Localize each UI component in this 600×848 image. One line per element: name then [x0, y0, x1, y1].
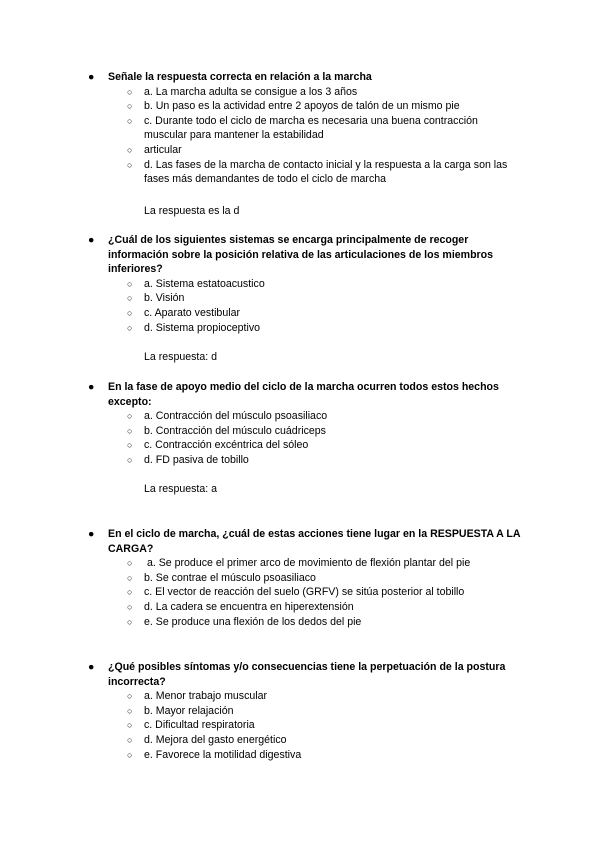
options-list [0, 689, 600, 762]
circle-bullet-icon: ○ [127, 144, 133, 155]
option-item: ○ d. Mejora del gasto energético [127, 733, 287, 746]
option-item: ○ e. Favorece la motilidad digestiva [127, 748, 302, 761]
option-item: ○ a. Contracción del músculo psoasiliaco [127, 410, 328, 423]
question-title: Señale la respuesta correcta en relación a la marcha [108, 71, 372, 83]
question-1 [0, 70, 600, 187]
circle-bullet-icon: ○ [127, 720, 133, 731]
bullet-icon: ● [88, 528, 95, 540]
option-item: ○ b. Contracción del músculo cuádriceps [127, 424, 326, 437]
option-item: ○ b. Un paso es la actividad entre 2 apoyos de talón de un mismo pie [127, 100, 460, 113]
circle-bullet-icon: ○ [127, 734, 133, 745]
option-item: ○ articular [127, 143, 182, 156]
option-item: ○ b. Visión [127, 292, 185, 305]
circle-bullet-icon: ○ [127, 587, 133, 598]
option-item: ○ a. Sistema estatoacustico [127, 277, 265, 290]
circle-bullet-icon: ○ [127, 293, 133, 304]
circle-bullet-icon: ○ [127, 616, 133, 627]
question-4 [0, 527, 600, 629]
circle-bullet-icon: ○ [127, 691, 133, 702]
answer-text: La respuesta es la d [144, 205, 240, 217]
circle-bullet-icon: ○ [127, 115, 133, 126]
question-title: En la fase de apoyo medio del ciclo de la marcha ocurren todos estos hechos excepto: [108, 381, 499, 408]
circle-bullet-icon: ○ [127, 307, 133, 318]
question-5 [0, 660, 600, 762]
option-item: ○ c. Contracción excéntrica del sóleo [127, 439, 309, 452]
circle-bullet-icon: ○ [127, 322, 133, 333]
option-item: ○ a. Se produce el primer arco de movimiento de flexión plantar del pie [127, 557, 471, 570]
option-item: ○ a. Menor trabajo muscular [127, 690, 268, 703]
circle-bullet-icon: ○ [127, 411, 133, 422]
options-list [0, 85, 600, 187]
circle-bullet-icon: ○ [127, 425, 133, 436]
options-list [0, 556, 600, 629]
answer-text: La respuesta: a [144, 483, 218, 495]
circle-bullet-icon: ○ [127, 558, 133, 569]
option-item: ○ a. La marcha adulta se consigue a los 3 años [127, 85, 358, 98]
options-list [0, 277, 600, 335]
option-item: ○ b. Mayor relajación [127, 704, 234, 717]
bullet-icon: ● [88, 381, 95, 393]
question-title: ¿Cuál de los siguientes sistemas se encarga principalmente de recoger información sobre la posición relativa de las articulaciones de los miembros inferiores? [108, 234, 494, 276]
circle-bullet-icon: ○ [127, 454, 133, 465]
question-2 [0, 233, 600, 335]
option-item: ○ c. Durante todo el ciclo de marcha es necesaria una buena contracción muscular para mantener la estabilidad [127, 114, 478, 142]
options-list [0, 409, 600, 467]
question-3 [0, 380, 600, 468]
circle-bullet-icon: ○ [127, 705, 133, 716]
bullet-icon: ● [88, 661, 95, 673]
option-item: ○ d. Las fases de la marcha de contacto inicial y la respuesta a la carga son las fases más demandantes de todo el ciclo de marcha [127, 158, 508, 186]
circle-bullet-icon: ○ [127, 601, 133, 612]
bullet-icon: ● [88, 71, 95, 83]
option-item: ○ b. Se contrae el músculo psoasiliaco [127, 571, 316, 584]
option-item: ○ c. Dificultad respiratoria [127, 719, 255, 732]
circle-bullet-icon: ○ [127, 749, 133, 760]
circle-bullet-icon: ○ [127, 572, 133, 583]
answer-text: La respuesta: d [144, 351, 218, 363]
circle-bullet-icon: ○ [127, 278, 133, 289]
circle-bullet-icon: ○ [127, 159, 133, 170]
option-item: ○ d. La cadera se encuentra en hiperextensión [127, 600, 354, 613]
question-title: En el ciclo de marcha, ¿cuál de estas acciones tiene lugar en la RESPUESTA A LA CARGA? [108, 528, 521, 555]
bullet-icon: ● [88, 234, 95, 246]
option-item: ○ c. El vector de reacción del suelo (GRFV) se sitúa posterior al tobillo [127, 586, 465, 599]
question-title: ¿Qué posibles síntomas y/o consecuencias tiene la perpetuación de la postura incorrecta? [108, 661, 506, 688]
circle-bullet-icon: ○ [127, 440, 133, 451]
circle-bullet-icon: ○ [127, 86, 133, 97]
option-item: ○ e. Se produce una flexión de los dedos del pie [127, 615, 362, 628]
option-item: ○ d. Sistema propioceptivo [127, 321, 261, 334]
circle-bullet-icon: ○ [127, 101, 133, 112]
option-item: ○ c. Aparato vestibular [127, 306, 240, 319]
option-item: ○ d. FD pasiva de tobillo [127, 453, 249, 466]
